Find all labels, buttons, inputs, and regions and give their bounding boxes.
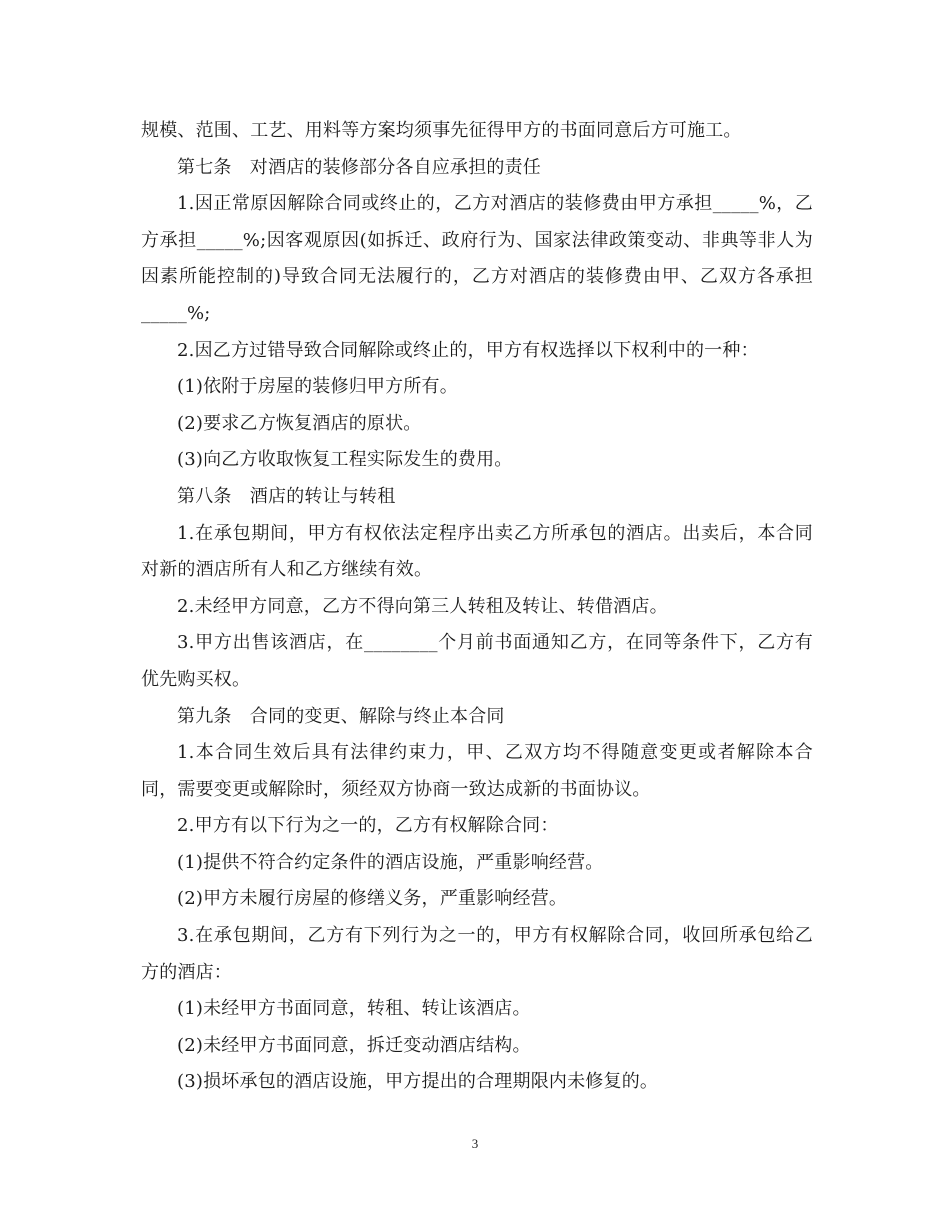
paragraph-continuation: 规模、范围、工艺、用料等方案均须事先征得甲方的书面同意后方可施工。 (141, 120, 742, 141)
article-8-clause-3: 3.甲方出售该酒店，在________个月前书面通知乙方，在同等条件下，乙方有优先购买权。 (141, 632, 813, 690)
article-7-clause-2-item-2: (2)要求乙方恢复酒店的原状。 (177, 412, 422, 434)
article-9-heading: 第九条 合同的变更、解除与终止本合同 (177, 705, 505, 727)
article-9-clause-3: 3.在承包期间，乙方有下列行为之一的，甲方有权解除合同，收回所承包给乙方的酒店： (141, 925, 813, 983)
article-7-heading: 第七条 对酒店的装修部分各自应承担的责任 (177, 156, 541, 178)
article-9-clause-2-item-1: (1)提供不符合约定条件的酒店设施，严重影响经营。 (177, 851, 604, 873)
page-number: 3 (471, 1136, 479, 1151)
article-9-clause-3-item-3: (3)损坏承包的酒店设施，甲方提出的合理期限内未修复的。 (177, 1071, 659, 1093)
article-9-clause-3-item-1: (1)未经甲方书面同意，转租、转让该酒店。 (177, 998, 531, 1020)
article-9-clause-3-item-2: (2)未经甲方书面同意，拆迁变动酒店结构。 (177, 1034, 531, 1056)
article-9-clause-2: 2.甲方有以下行为之一的，乙方有权解除合同： (177, 815, 559, 837)
article-8-clause-1: 1.在承包期间，甲方有权依法定程序出卖乙方所承包的酒店。出卖后，本合同对新的酒店所有人和乙方继续有效。 (141, 522, 813, 581)
article-9-clause-1: 1.本合同生效后具有法律约束力，甲、乙双方均不得随意变更或者解除本合同，需要变更或解除时，须经双方协商一致达成新的书面协议。 (141, 742, 813, 800)
document-body (141, 113, 813, 1101)
article-7-clause-2-item-1: (1)依附于房屋的装修归甲方所有。 (177, 376, 458, 398)
article-8-clause-2: 2.未经甲方同意，乙方不得向第三人转租及转让、转借酒店。 (177, 595, 668, 617)
article-9-clause-2-item-2: (2)甲方未履行房屋的修缮义务，严重影响经营。 (177, 888, 568, 910)
article-7-clause-1: 1.因正常原因解除合同或终止的，乙方对酒店的装修费由甲方承担_____%，乙方承担_____%;因客观原因(如拆迁、政府行为、国家法律政策变动、非典等非人为因素所能控制的)导致合同无法履行的，乙方对酒店的装修费由甲、乙双方各承担_____%; (141, 193, 813, 324)
article-8-heading: 第八条 酒店的转让与转租 (177, 485, 396, 507)
article-7-clause-2: 2.因乙方过错导致合同解除或终止的，甲方有权选择以下权利中的一种： (177, 339, 759, 361)
article-7-clause-2-item-3: (3)向乙方收取恢复工程实际发生的费用。 (177, 449, 513, 471)
